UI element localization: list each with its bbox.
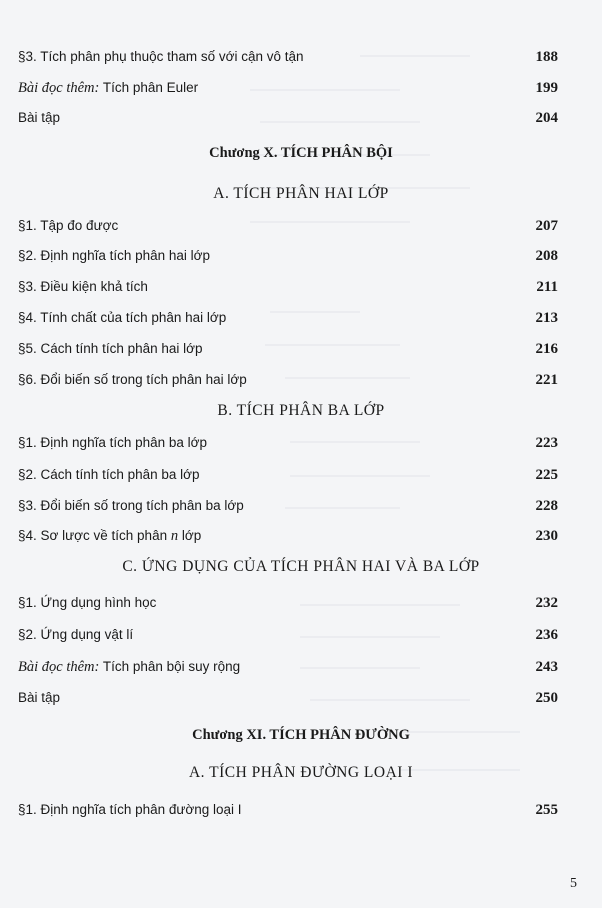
section-heading: A. TÍCH PHÂN HAI LỚP xyxy=(213,185,389,202)
toc-entry[interactable]: Bài tập 250 xyxy=(18,687,558,709)
toc-entry[interactable]: §5. Cách tính tích phân hai lớp 216 xyxy=(18,338,558,360)
toc-entry[interactable]: Bài tập 204 xyxy=(18,107,558,129)
toc-entry[interactable]: §1. Định nghĩa tích phân ba lớp 223 xyxy=(18,432,558,454)
toc-entry[interactable]: §3. Tích phân phụ thuộc tham số với cận vô tận 188 xyxy=(18,46,558,68)
page-ref: 213 xyxy=(535,310,558,326)
page-ref: 250 xyxy=(535,690,558,706)
section-heading: C. ỨNG DỤNG CỦA TÍCH PHÂN HAI VÀ BA LỚP xyxy=(122,558,480,575)
page-ref: 199 xyxy=(535,80,558,96)
page-ref: 236 xyxy=(535,627,558,643)
page-ref: 228 xyxy=(535,498,558,514)
page-ref: 225 xyxy=(535,467,558,483)
toc-entry[interactable]: §4. Sơ lược về tích phân n lớp 230 xyxy=(18,525,558,547)
page-ref: 230 xyxy=(535,528,558,544)
chapter-heading: Chương XI. TÍCH PHÂN ĐƯỜNG xyxy=(192,727,410,743)
toc-entry[interactable]: §4. Tính chất của tích phân hai lớp 213 xyxy=(18,307,558,329)
page-ref: 216 xyxy=(535,341,558,357)
page-ref: 208 xyxy=(535,248,558,264)
page-ref: 243 xyxy=(535,659,558,675)
page-ref: 255 xyxy=(535,802,558,818)
toc-entry[interactable]: Bài đọc thêm: Tích phân bội suy rộng 243 xyxy=(18,656,558,678)
section-heading: B. TÍCH PHÂN BA LỚP xyxy=(217,402,385,419)
page-number: 5 xyxy=(570,876,577,891)
toc-entry[interactable]: §1. Định nghĩa tích phân đường loại I 255 xyxy=(18,799,558,821)
toc-entry[interactable]: §6. Đổi biến số trong tích phân hai lớp 221 xyxy=(18,369,558,391)
page-ref: 211 xyxy=(536,279,558,295)
toc-entry[interactable]: §1. Ứng dụng hình học 232 xyxy=(18,592,558,614)
toc-entry[interactable]: §3. Đổi biến số trong tích phân ba lớp 228 xyxy=(18,495,558,517)
toc-entry[interactable]: §1. Tập đo được 207 xyxy=(18,215,558,237)
toc-entry[interactable]: §2. Cách tính tích phân ba lớp 225 xyxy=(18,464,558,486)
math-variable: n xyxy=(170,528,179,544)
page-ref: 223 xyxy=(535,435,558,451)
chapter-heading: Chương X. TÍCH PHÂN BỘI xyxy=(209,145,393,161)
page-ref: 188 xyxy=(535,49,558,65)
toc-entry[interactable]: §3. Điều kiện khả tích 211 xyxy=(18,276,558,298)
toc-entry[interactable]: §2. Ứng dụng vật lí 236 xyxy=(18,624,558,646)
toc-entry[interactable]: Bài đọc thêm: Tích phân Euler 199 xyxy=(18,77,558,99)
page-ref: 204 xyxy=(535,110,558,126)
section-heading: A. TÍCH PHÂN ĐƯỜNG LOẠI I xyxy=(188,764,413,781)
page-ref: 207 xyxy=(535,218,558,234)
toc-entry[interactable]: §2. Định nghĩa tích phân hai lớp 208 xyxy=(18,245,558,267)
page-ref: 232 xyxy=(535,595,558,611)
page-ref: 221 xyxy=(535,372,558,388)
